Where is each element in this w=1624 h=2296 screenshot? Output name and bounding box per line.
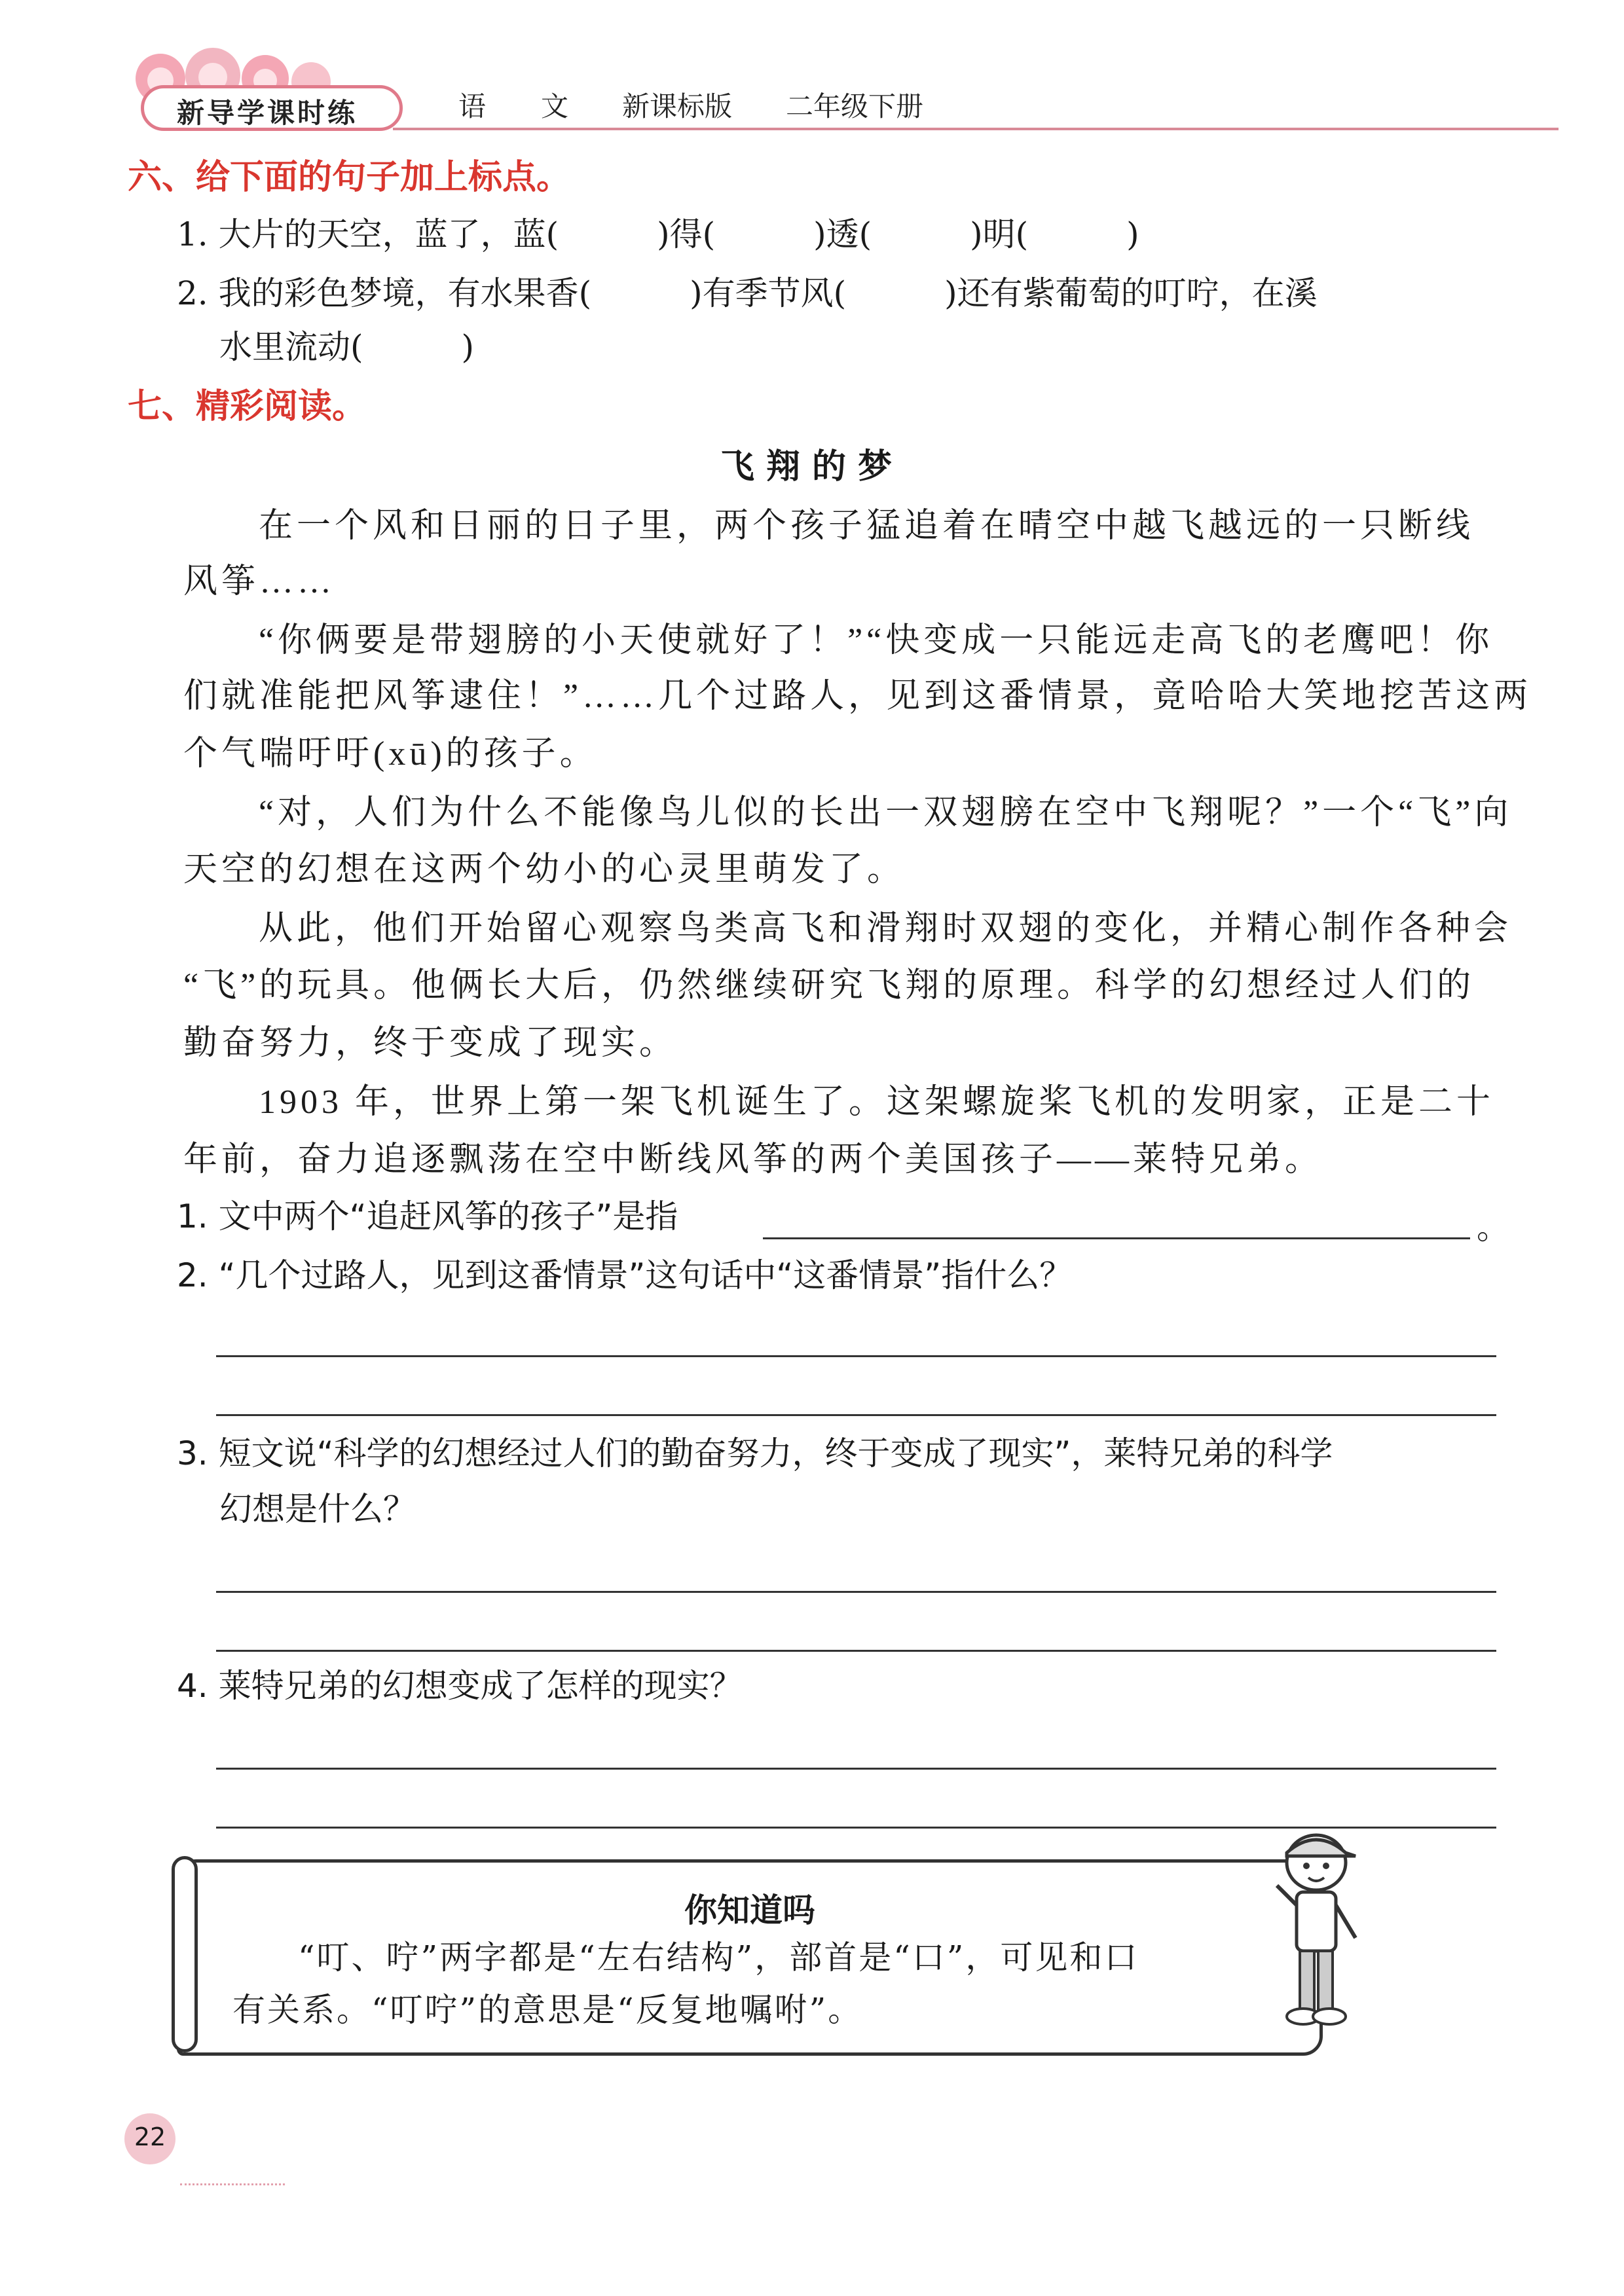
section6-q2-line1: 2. 我的彩色梦境，有水果香( )有季节风( )还有紫葡萄的叮咛，在溪 <box>177 274 1318 312</box>
logo-title: 新导学课时练 <box>177 97 358 129</box>
did-you-know-line2: 有关系。“叮咛”的意思是“反复地嘱咐”。 <box>232 1991 863 2029</box>
header-grade: 二年级下册 <box>786 90 924 122</box>
question-3-line1: 3. 短文说“科学的幻想经过人们的勤奋努力，终于变成了现实”，莱特兄弟的科学 <box>177 1434 1333 1472</box>
boy-cartoon-icon <box>1264 1827 1369 2036</box>
question-1: 1. 文中两个“追赶风筝的孩子”是指 <box>177 1197 678 1235</box>
story-title: 飞翔的梦 <box>720 446 904 486</box>
story-paragraph-line: “飞”的玩具。他俩长大后，仍然继续研究飞翔的原理。科学的幻想经过人们的 <box>183 967 1475 1004</box>
story-paragraph-line: “对，人们为什么不能像鸟儿似的长出一双翅膀在空中飞翔呢？”一个“飞”向 <box>259 794 1513 831</box>
did-you-know-line1: “叮、咛”两字都是“左右结构”，部首是“口”，可见和口 <box>298 1939 1139 1977</box>
answer-line[interactable] <box>763 1237 1470 1239</box>
header-edition: 新课标版 <box>622 90 733 122</box>
story-paragraph-line: “你俩要是带翅膀的小天使就好了！”“快变成一只能远走高飞的老鹰吧！你 <box>259 622 1494 659</box>
header-rule <box>393 128 1559 130</box>
answer-line[interactable] <box>216 1650 1496 1652</box>
did-you-know-title: 你知道吗 <box>684 1891 815 1929</box>
story-paragraph-line: 年前，奋力追逐飘荡在空中断线风筝的两个美国孩子——莱特兄弟。 <box>183 1141 1323 1178</box>
section6-q2-line2: 水里流动( ) <box>219 328 475 366</box>
header-subject: 语 文 <box>458 90 569 122</box>
story-paragraph-line: 在一个风和日丽的日子里，两个孩子猛追着在晴空中越飞越远的一只断线 <box>259 507 1475 545</box>
story-paragraph-line: 1903 年，世界上第一架飞机诞生了。这架螺旋桨飞机的发明家，正是二十 <box>259 1084 1495 1121</box>
story-paragraph-line: 风筝…… <box>183 563 336 600</box>
section6-title: 六、给下面的句子加上标点。 <box>128 158 571 197</box>
page-number: 22 <box>134 2123 166 2151</box>
question-1-end: 。 <box>1477 1209 1509 1247</box>
answer-line[interactable] <box>216 1591 1496 1593</box>
answer-line[interactable] <box>216 1355 1496 1357</box>
story-paragraph-line: 从此，他们开始留心观察鸟类高飞和滑翔时双翅的变化，并精心制作各种会 <box>259 910 1513 947</box>
question-3-line2: 幻想是什么？ <box>219 1490 416 1528</box>
story-paragraph-line: 天空的幻想在这两个幼小的心灵里萌发了。 <box>183 851 906 888</box>
answer-line[interactable] <box>216 1768 1496 1770</box>
question-2: 2. “几个过路人，见到这番情景”这句话中“这番情景”指什么？ <box>177 1256 1073 1294</box>
section6-q1: 1. 大片的天空，蓝了，蓝( )得( )透( )明( ) <box>177 215 1139 253</box>
story-paragraph-line: 们就准能把风筝逮住！”……几个过路人，见到这番情景，竟哈哈大笑地挖苦这两 <box>183 678 1532 715</box>
page-footer-rule <box>180 2183 285 2185</box>
scroll-curl-icon <box>172 1856 198 2052</box>
question-4: 4. 莱特兄弟的幻想变成了怎样的现实？ <box>177 1667 743 1705</box>
story-paragraph-line: 勤奋努力，终于变成了现实。 <box>183 1025 678 1062</box>
story-paragraph-line: 个气喘吁吁(xū)的孩子。 <box>183 735 598 773</box>
section7-title: 七、精彩阅读。 <box>128 387 367 426</box>
answer-line[interactable] <box>216 1414 1496 1416</box>
